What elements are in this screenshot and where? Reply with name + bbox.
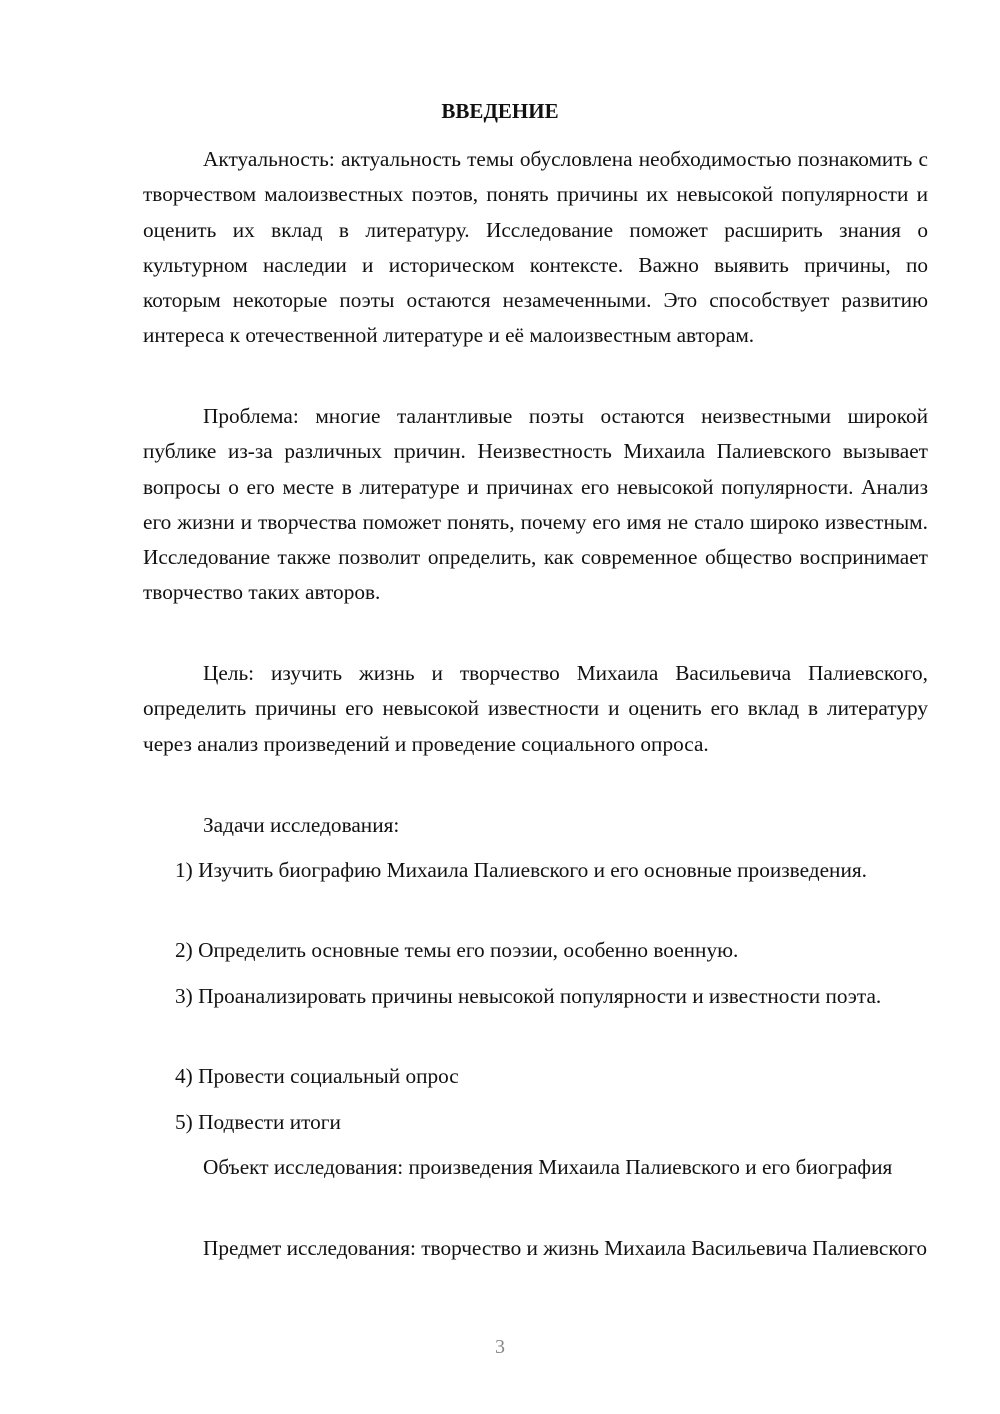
paragraph-tasks-heading: Задачи исследования: xyxy=(203,813,400,837)
paragraph-subject: Предмет исследования: творчество и жизнь Михаила Васильевича Палиевского xyxy=(203,1236,928,1260)
task-item-3: 3) Проанализировать причины невысокой популярности и известности поэта. xyxy=(175,984,882,1008)
page-number: 3 xyxy=(495,1336,505,1358)
paragraph-goal: Цель: изучить жизнь и творчество Михаила Васильевича Палиевского, определить причины его невысокой известности и оценить его вклад в литературу через анализ произведений и проведение социального опроса. xyxy=(143,661,928,756)
task-item-2: 2) Определить основные темы его поэзии, особенно военную. xyxy=(175,938,739,962)
paragraph-problem: Проблема: многие талантливые поэты остаются неизвестными широкой публике из-за различных причин. Неизвестность Михаила Палиевского вызывает вопросы о его месте в литературе и причинах его невысокой популярности. Анализ его жизни и творчества поможет понять, почему его имя не стало широко известным. Исследование также позволит определить, как современное общество воспринимает творчество таких авторов. xyxy=(143,404,928,605)
paragraph-relevance: Актуальность: актуальность темы обусловлена необходимостью познакомить с творчеством малоизвестных поэтов, понять причины их невысокой популярности и оценить их вклад в литературу. Исследование поможет расширить знания о культурном наследии и историческом контексте. Важно выявить причины, по которым некоторые поэты остаются незамеченными. Это способствует развитию интереса к отечественной литературе и её малоизвестным авторам. xyxy=(143,147,928,348)
paragraph-object: Объект исследования: произведения Михаила Палиевского и его биография xyxy=(203,1155,893,1179)
task-item-5: 5) Подвести итоги xyxy=(175,1110,341,1134)
task-item-4: 4) Провести социальный опрос xyxy=(175,1064,459,1088)
page-title: ВВЕДЕНИЕ xyxy=(441,99,559,123)
task-item-1: 1) Изучить биографию Михаила Палиевского и его основные произведения. xyxy=(175,858,867,882)
